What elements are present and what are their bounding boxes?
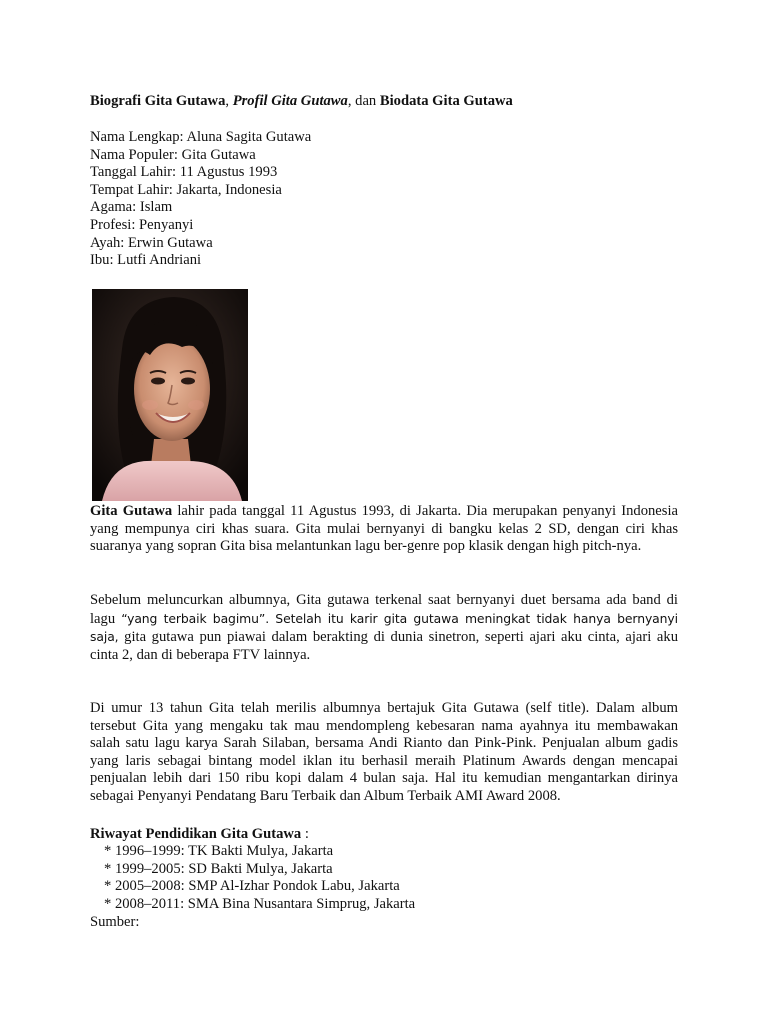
portrait-photo (92, 289, 248, 501)
education-heading-colon: : (301, 826, 309, 842)
paragraph-intro (90, 503, 678, 556)
title-separator-1: , (225, 93, 233, 109)
career-text-2: “yang terbaik bagimu”. Setelah itu karir gita gutawa meningkat tidak hanya bernyanyi saja, (90, 610, 678, 645)
education-list (104, 843, 415, 913)
paragraph-career (90, 592, 678, 664)
biodata-list (90, 129, 311, 270)
biodata-mother: Ibu: Lutfi Andriani (90, 252, 202, 269)
intro-name: Gita Gutawa (90, 503, 173, 519)
title-separator-2: , dan (347, 93, 380, 109)
career-text-1: Sebelum meluncurkan albumnya, Gita gutawa terkenal saat bernyanyi duet bersama ada band di lagu (90, 592, 678, 627)
education-item-sd: * 1999–2005: SD Bakti Mulya, Jakarta (104, 860, 333, 877)
title-profil: Profil Gita Gutawa (232, 93, 348, 109)
education-item-tk: * 1996–1999: TK Bakti Mulya, Jakarta (104, 843, 334, 859)
biodata-full-name: Nama Lengkap: Aluna Sagita Gutawa (90, 129, 312, 145)
education-heading (90, 826, 309, 844)
biodata-father: Ayah: Erwin Gutawa (90, 234, 213, 251)
title-biografi: Biografi Gita Gutawa (90, 93, 226, 109)
career-text-3: gita gutawa pun piawai dalam berakting di dunia sinetron, seperti ajari aku cinta, ajari aku cinta 2, dan di beberapa FTV lainnya. (90, 629, 678, 663)
education-item-sma: * 2008–2011: SMA Bina Nusantara Simprug, Jakarta (104, 895, 416, 912)
biodata-birth-date: Tanggal Lahir: 11 Agustus 1993 (90, 164, 278, 181)
source-label: Sumber: (90, 914, 140, 930)
education-heading-label: Riwayat Pendidikan Gita Gutawa (90, 826, 302, 842)
education-item-smp: * 2005–2008: SMP Al-Izhar Pondok Labu, Jakarta (104, 878, 400, 895)
document-title (90, 93, 513, 111)
paragraph-album: Di umur 13 tahun Gita telah merilis albumnya bertajuk Gita Gutawa (self title). Dalam album tersebut Gita yang mengaku tak mau mendompleng kebesaran nama ayahnya itu membawakan salah satu lagu karya Sarah Silaban, bersama Andi Rianto dan Pink-Pink. Penjualan album gadis yang laris sebagai bintang model iklan itu berhasil meraih Platinum Awards dengan mencapai penjualan lebih dari 150 ribu kopi dalam 4 bulan saja. Hal itu kemudian mengantarkan dirinya sebagai Penyanyi Pendatang Baru Terbaik dan Album Terbaik AMI Award 2008. (90, 700, 678, 804)
biodata-religion: Agama: Islam (90, 199, 173, 216)
biodata-profession: Profesi: Penyanyi (90, 216, 194, 233)
biodata-birth-place: Tempat Lahir: Jakarta, Indonesia (90, 181, 282, 198)
intro-text: lahir pada tanggal 11 Agustus 1993, di Jakarta. Dia merupakan penyanyi Indonesia yang mempunya ciri khas suara. Gita mulai bernyanyi di bangku kelas 2 SD, dengan ciri khas suaranya yang sopran Gita bisa melantunkan lagu ber-genre pop klasik dengan high pitch-nya. (90, 503, 678, 555)
biodata-popular-name: Nama Populer: Gita Gutawa (90, 146, 256, 163)
title-biodata: Biodata Gita Gutawa (379, 93, 513, 109)
portrait-illustration (92, 289, 248, 501)
